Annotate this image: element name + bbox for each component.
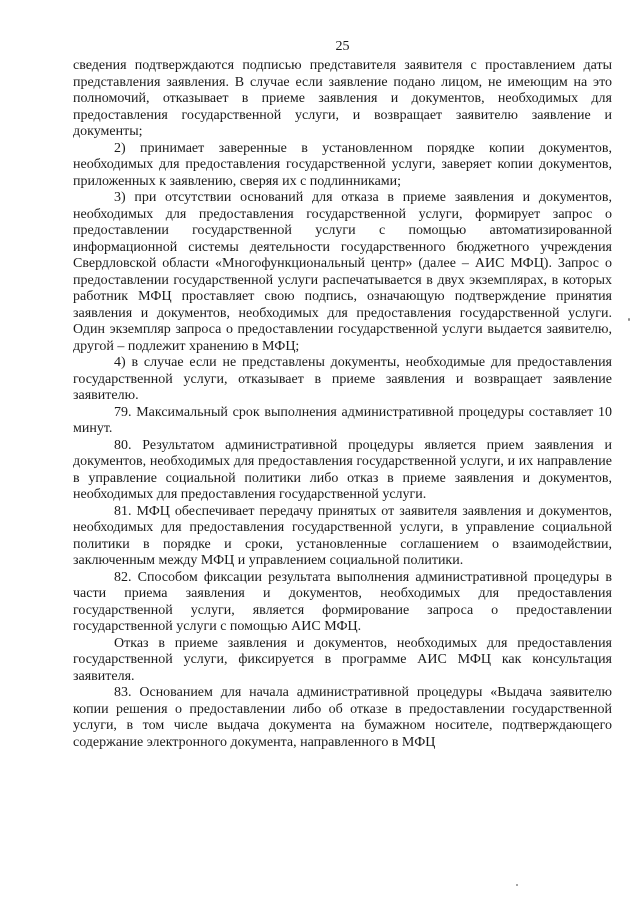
paragraph-clause-80: 80. Результатом административной процедуры является прием заявления и документов, необходимых для предоставления государственной услуги, и их направление в управление социальной политики либо отказ в приеме заявления и документов, необходимых для предоставления государственной услуги. — [73, 437, 612, 502]
paragraph-clause-79: 79. Максимальный срок выполнения административной процедуры составляет 10 минут. — [73, 404, 612, 436]
paragraph-clause-continuation: сведения подтверждаются подписью представителя заявителя с проставлением даты представления заявления. В случае если заявление подано лицом, не имеющим на это полномочий, отказывает в приеме заявления и документов, необходимых для предоставления государственной услуги, и возвращает заявителю заявление и документы; — [73, 58, 612, 139]
paragraph-clause-83: 83. Основанием для начала административной процедуры «Выдача заявителю копии решения о предоставлении либо об отказе в предоставлении государственной услуги, в том числе выдача документа на бумажном носителе, подтверждающего содержание электронного документа, направленного в МФЦ — [73, 685, 612, 750]
page-number: 25 — [335, 39, 350, 54]
paragraph-item-3: 3) при отсутствии оснований для отказа в приеме заявления и документов, необходимых для предоставления государственной услуги, формирует запрос о предоставлении государственной услуги с помощью автоматизированной информационной системы деятельности государственного бюджетного учреждения Свердловской области «Многофункциональный центр» (далее – АИС МФЦ). Запрос о предоставлении государственной услуги распечатывается в двух экземплярах, в которых работник МФЦ проставляет свою подпись, означающую подтверждение принятия заявления и документов, необходимых для предоставления государственной услуги. Один экземпляр запроса о предоставлении государственной услуги выдается заявителю, другой – подлежит хранению в МФЦ; — [73, 190, 612, 354]
paragraph-refusal-note: Отказ в приеме заявления и документов, необходимых для предоставления государственной услуги, фиксируется в программе АИС МФЦ как консультация заявителя. — [73, 635, 612, 684]
scan-speck — [516, 884, 518, 886]
document-body — [73, 58, 612, 751]
paragraph-clause-81: 81. МФЦ обеспечивает передачу принятых от заявителя заявления и документов, необходимых для предоставления государственной услуги, в управление социальной политики в порядке и сроки, установленные соглашением о взаимодействии, заключенным между МФЦ и управлением социальной политики. — [73, 503, 612, 568]
scan-speck — [628, 318, 630, 321]
paragraph-clause-82: 82. Способом фиксации результата выполнения административной процедуры в части приема заявления и документов, необходимых для предоставления государственной услуги, является формирование запроса о предоставлении государственной услуги с помощью АИС МФЦ. — [73, 569, 612, 634]
paragraph-item-4: 4) в случае если не представлены документы, необходимые для предоставления государственной услуги, отказывает в приеме заявления и возвращает заявление заявителю. — [73, 355, 612, 403]
paragraph-item-2: 2) принимает заверенные в установленном порядке копии документов, необходимых для предоставления государственной услуги, заверяет копии документов, приложенных к заявлению, сверяя их с подлинниками; — [73, 140, 612, 189]
